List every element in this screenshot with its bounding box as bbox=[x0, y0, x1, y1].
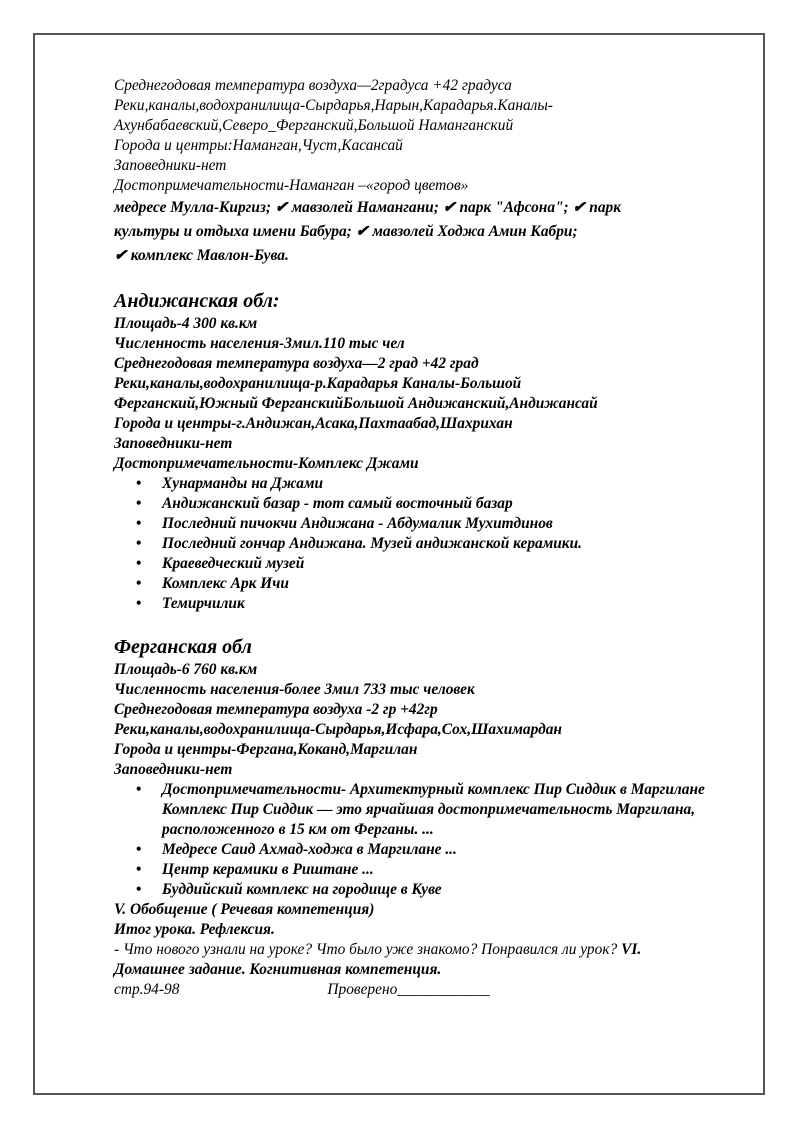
footer-row bbox=[114, 980, 754, 1000]
list-item: • Достопримечательности- Архитектурный комплекс Пир Сиддик в Маргилане Комплекс Пир Сиддик — это ярчайшая достопримечательность Маргилана, расположенного в 15 км от Ферганы. ... bbox=[114, 780, 754, 840]
homework-marker: VI. bbox=[621, 941, 642, 958]
reflection-question bbox=[114, 940, 754, 960]
checked-signature: Проверено____________ bbox=[327, 981, 490, 998]
list-item: • Комплекс Арк Ичи bbox=[114, 574, 754, 594]
andijan-area: Площадь-4 300 кв.км bbox=[114, 315, 258, 332]
andijan-rivers-line-2: Ферганский,Южный ФерганскийБольшой Андижанский,Андижансай bbox=[114, 395, 598, 412]
list-item: • Центр керамики в Риштане ... bbox=[114, 860, 754, 880]
andijan-heading: Андижанская обл: bbox=[114, 290, 280, 312]
generalization-heading: V. Обобщение ( Речевая компетенция) bbox=[114, 901, 375, 918]
namangan-reserves: Заповедники-нет bbox=[114, 157, 227, 174]
andijan-temperature: Среднегодовая температура воздуха—2 град +42 град bbox=[114, 355, 479, 372]
namangan-highlights-line-1: медресе Мулла-Киргиз; ✔ мавзолей Намангани; ✔ парк "Афсона"; ✔ парк bbox=[114, 199, 622, 216]
andijan-cities: Города и центры-г.Андижан,Асака,Пахтаабад,Шахрихан bbox=[114, 415, 513, 432]
lesson-result: Итог урока. Рефлексия. bbox=[114, 921, 275, 938]
homework-line: Домашнее задание. Когнитивная компетенция. bbox=[114, 961, 442, 978]
andijan-population: Численность населения-3мил.110 тыс чел bbox=[114, 335, 405, 352]
andijan-rivers-line-1: Реки,каналы,водохранилища-р.Карадарья Каналы-Большой bbox=[114, 375, 522, 392]
andijan-sights-list bbox=[114, 474, 754, 614]
list-item: • Последний гончар Андижана. Музей андижанской керамики. bbox=[114, 534, 754, 554]
andijan-sights: Достопримечательности-Комплекс Джами bbox=[114, 455, 419, 472]
fergana-area: Площадь-6 760 кв.км bbox=[114, 661, 258, 678]
fergana-cities: Города и центры-Фергана,Коканд,Маргилан bbox=[114, 741, 418, 758]
namangan-temperature: Среднегодовая температура воздуха—2градуса +42 градуса bbox=[114, 77, 512, 94]
fergana-rivers: Реки,каналы,водохранилища-Сырдарья,Исфара,Сох,Шахимардан bbox=[114, 721, 562, 738]
andijan-reserves: Заповедники-нет bbox=[114, 435, 233, 452]
namangan-rivers-line-1: Реки,каналы,водохранилища-Сырдарья,Нарын,Карадарья.Каналы- bbox=[114, 97, 553, 114]
fergana-population: Численность населения-более 3мил 733 тыс человек bbox=[114, 681, 475, 698]
pages-reference: стр.94-98 bbox=[114, 981, 180, 998]
list-item: • Краеведческий музей bbox=[114, 554, 754, 574]
namangan-highlights-line-3: ✔ комплекс Мавлон-Бува. bbox=[114, 247, 289, 264]
namangan-cities: Города и центры:Наманган,Чуст,Касансай bbox=[114, 137, 403, 154]
list-item: • Темирчилик bbox=[114, 594, 754, 614]
list-item: • Андижанский базар - тот самый восточный базар bbox=[114, 494, 754, 514]
list-item: • Хунарманды на Джами bbox=[114, 474, 754, 494]
list-item: • Последний пичокчи Андижана - Абдумалик Мухитдинов bbox=[114, 514, 754, 534]
fergana-reserves: Заповедники-нет bbox=[114, 761, 233, 778]
list-item: • Медресе Саид Ахмад-ходжа в Маргилане ... bbox=[114, 840, 754, 860]
document-body bbox=[114, 76, 754, 1000]
namangan-highlights-line-2: культуры и отдыха имени Бабура; ✔ мавзолей Ходжа Амин Кабри; bbox=[114, 223, 578, 240]
fergana-heading: Ферганская обл bbox=[114, 636, 252, 658]
namangan-sights: Достопримечательности-Наманган –«город цветов» bbox=[114, 177, 469, 194]
fergana-sights-list bbox=[114, 780, 754, 900]
list-item: • Буддийский комплекс на городище в Куве bbox=[114, 880, 754, 900]
reflection-question-text: - Что нового узнали на уроке? Что было уже знакомо? Понравился ли урок? bbox=[114, 941, 622, 958]
namangan-rivers-line-2: Ахунбабаевский,Северо_Ферганский,Большой Наманганский bbox=[114, 117, 514, 134]
fergana-temperature: Среднегодовая температура воздуха -2 гр +42гр bbox=[114, 701, 438, 718]
